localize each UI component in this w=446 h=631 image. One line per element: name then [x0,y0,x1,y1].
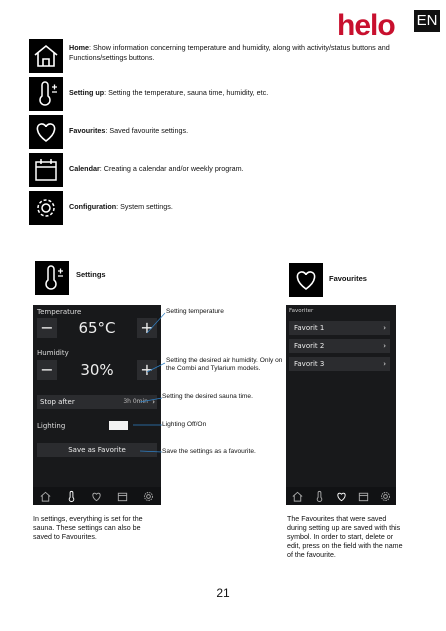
favourite-item-label: Favorit 1 [294,324,325,332]
humidity-label: Humidity [37,349,69,357]
stop-after-button[interactable] [37,395,157,409]
definition-home [69,43,419,62]
nav-gear-icon[interactable] [379,490,392,503]
favourite-item[interactable] [289,321,390,335]
callout-temperature: Setting temperature [166,308,224,315]
nav-thermometer-icon[interactable] [313,490,326,503]
temperature-increase-button[interactable]: + [137,318,157,338]
settings-caption: In settings, everything is set for the sauna. These settings can also be saved to Favourites. [33,515,143,541]
stop-after-label: Stop after [40,398,75,406]
nav-calendar-icon[interactable] [357,490,370,503]
definition-calendar [69,164,419,174]
humidity-decrease-button[interactable]: − [37,360,57,380]
definition-text: : Saved favourite settings. [105,126,189,135]
definition-setting-up [69,88,419,98]
humidity-control [37,360,157,380]
nav-gear-icon[interactable] [142,490,155,503]
favourite-item-label: Favorit 3 [294,360,325,368]
callout-save-favourite: Save the settings as a favourite. [162,448,256,455]
nav-heart-icon[interactable] [335,490,348,503]
definition-text: : Show information concerning temperature and humidity, along with activity/status buttons and Functions/settings buttons. [69,43,390,62]
home-icon [29,39,63,73]
chevron-right-icon: › [383,324,386,332]
definition-term: Calendar [69,164,100,173]
humidity-value: 30% [80,361,114,379]
definition-text: : System settings. [116,202,173,211]
definition-configuration [69,202,419,212]
favourites-nav-bar [286,487,396,505]
nav-thermometer-icon[interactable] [65,490,78,503]
favourite-item[interactable] [289,339,390,353]
definition-term: Favourites [69,126,106,135]
heart-icon [29,115,63,149]
helo-logo: helo [337,9,395,42]
callout-sauna-time: Setting the desired sauna time. [162,393,253,400]
definition-term: Setting up [69,88,105,97]
lighting-toggle[interactable] [109,421,128,430]
gear-icon [29,191,63,225]
temperature-value: 65°C [78,319,116,337]
nav-home-icon[interactable] [39,490,52,503]
temperature-control [37,318,157,338]
nav-heart-icon[interactable] [90,490,103,503]
lighting-label: Lighting [37,422,66,430]
page-number: 21 [216,586,230,600]
settings-screen [33,305,161,505]
temperature-label: Temperature [37,308,82,316]
definition-text: : Creating a calendar and/or weekly program. [99,164,244,173]
settings-thermometer-icon [35,261,69,295]
favourites-screen [286,305,396,505]
definition-term: Home [69,43,89,52]
favourites-heart-icon [289,263,323,297]
stop-after-value: 3h 0min [123,398,148,405]
chevron-right-icon: › [383,342,386,350]
settings-section-label: Settings [76,270,106,279]
favourites-section-label: Favourites [329,274,367,283]
humidity-increase-button[interactable]: + [137,360,157,380]
language-badge: EN [414,10,440,32]
chevron-right-icon: › [152,398,155,406]
definition-text: : Setting the temperature, sauna time, humidity, etc. [104,88,269,97]
nav-calendar-icon[interactable] [116,490,129,503]
callout-lighting: Lighting Off/On [162,421,207,428]
definition-favourites [69,126,419,136]
definition-term: Configuration [69,202,117,211]
thermometer-icon [29,77,63,111]
settings-nav-bar [33,487,161,505]
favourites-caption: The Favourites that were saved during setting up are saved with this symbol. In order to start, delete or edit, press on the field with the name of the favourite. [287,515,403,559]
chevron-right-icon: › [383,360,386,368]
save-as-favorite-button[interactable] [37,443,157,457]
favourites-header: Favoriter [289,308,314,314]
calendar-icon [29,153,63,187]
temperature-decrease-button[interactable]: − [37,318,57,338]
favourite-item-label: Favorit 2 [294,342,325,350]
nav-home-icon[interactable] [291,490,304,503]
save-as-favorite-label: Save as Favorite [68,446,126,454]
callout-humidity: Setting the desired air humidity. Only on the Combi and Tylarium models. [166,357,283,373]
favourite-item[interactable] [289,357,390,371]
